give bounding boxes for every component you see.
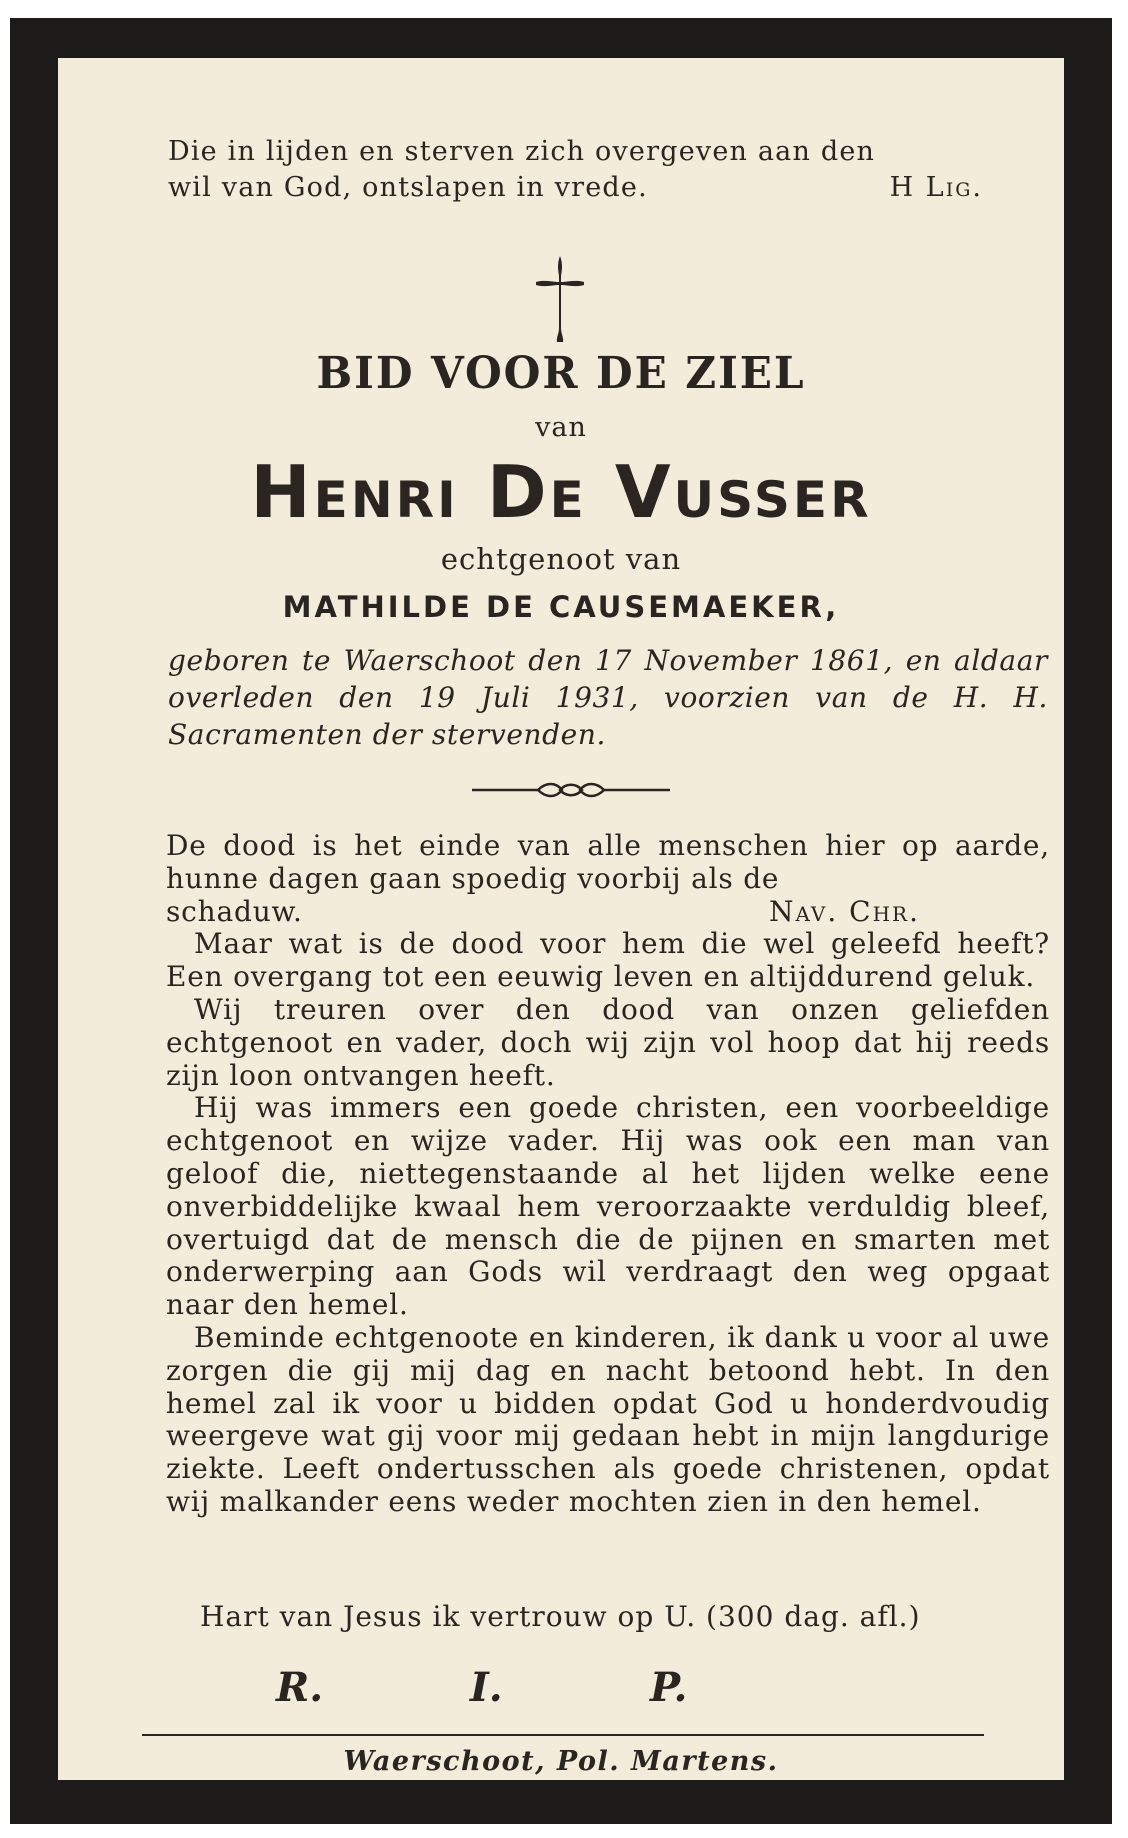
epigraph-line-2 [168,170,983,206]
epigraph [168,134,1048,206]
rip-p: P. [650,1664,688,1711]
paragraph-1-end-text: schaduw. [166,894,303,928]
prayer-heading: BID VOOR DE ZIEL [316,348,806,399]
ornament-divider-icon [472,778,670,802]
closing-prayer: Hart van Jesus ik vertrouw op U. (300 dag. afl.) [200,1600,921,1633]
paragraph-1-end [166,896,1050,929]
spouse-name: MATHILDE DE CAUSEMAEKER, [282,590,840,624]
spouse-intro: echtgenoot van [440,542,682,576]
van-label: van [535,412,587,443]
birth-death-details: geboren te Waerschoot den 17 November 1861, en aldaar overleden den 19 Juli 1931, voorzien van de H. H. Sacramenten der stervenden. [168,644,1048,751]
printer-imprint: Waerschoot, Pol. Martens. [343,1746,779,1777]
paragraph-1-source: Nav. Chr. [768,894,920,928]
mourning-card [10,18,1112,1824]
rip-i: I. [470,1664,503,1711]
paragraph-4: Hij was immers een goede christen, een voorbeeldige echtgenoot en wijze vader. Hij was ook een man van geloof die, niettegenstaande al het lijden welke eene onverbiddelijke kwaal hem veroorzaakte verduldig bleef, overtuigd dat de mensch die de pijnen en smarten met onderwerping aan Gods wil verdraagt den weg opgaat naar den hemel. [166,1091,1050,1322]
paragraph-5: Beminde echtgenoote en kinderen, ik dank u voor al uwe zorgen die gij mij dag en nacht betoond hebt. In den hemel zal ik voor u bidden opdat God u honderdvoudig weergeve wat gij voor mij gedaan hebt in mijn langdurige ziekte. Leeft ondertusschen als goede christenen, opdat wij malkander eens weder mochten zien in den hemel. [166,1320,1050,1518]
epigraph-source: H Lig. [889,172,983,203]
epigraph-line-1: Die in lijden en sterven zich overgeven aan den [168,136,876,167]
paragraph-1: De dood is het einde van alle menschen hier op aarde, hunne dagen gaan spoedig voorbij als de [166,829,1050,895]
deceased-name: Henri De Vusser [250,450,872,534]
paragraph-2: Maar wat is de dood voor hem die wel geleefd heeft? Een overgang tot een eeuwig leven en altijddurend geluk. [166,927,1050,994]
obituary-text [166,830,1050,1519]
footer-rule [142,1734,984,1736]
epigraph-line-2-text: wil van God, ontslapen in vrede. [168,172,648,203]
rip-initials [58,1664,1064,1714]
cross-icon [530,254,590,344]
paragraph-3: Wij treuren over den dood van onzen geliefden echtgenoot en vader, doch wij zijn vol hoop dat hij reeds zijn loon ontvangen heeft. [166,992,1050,1092]
card-paper [58,58,1064,1780]
rip-r: R. [276,1664,324,1711]
